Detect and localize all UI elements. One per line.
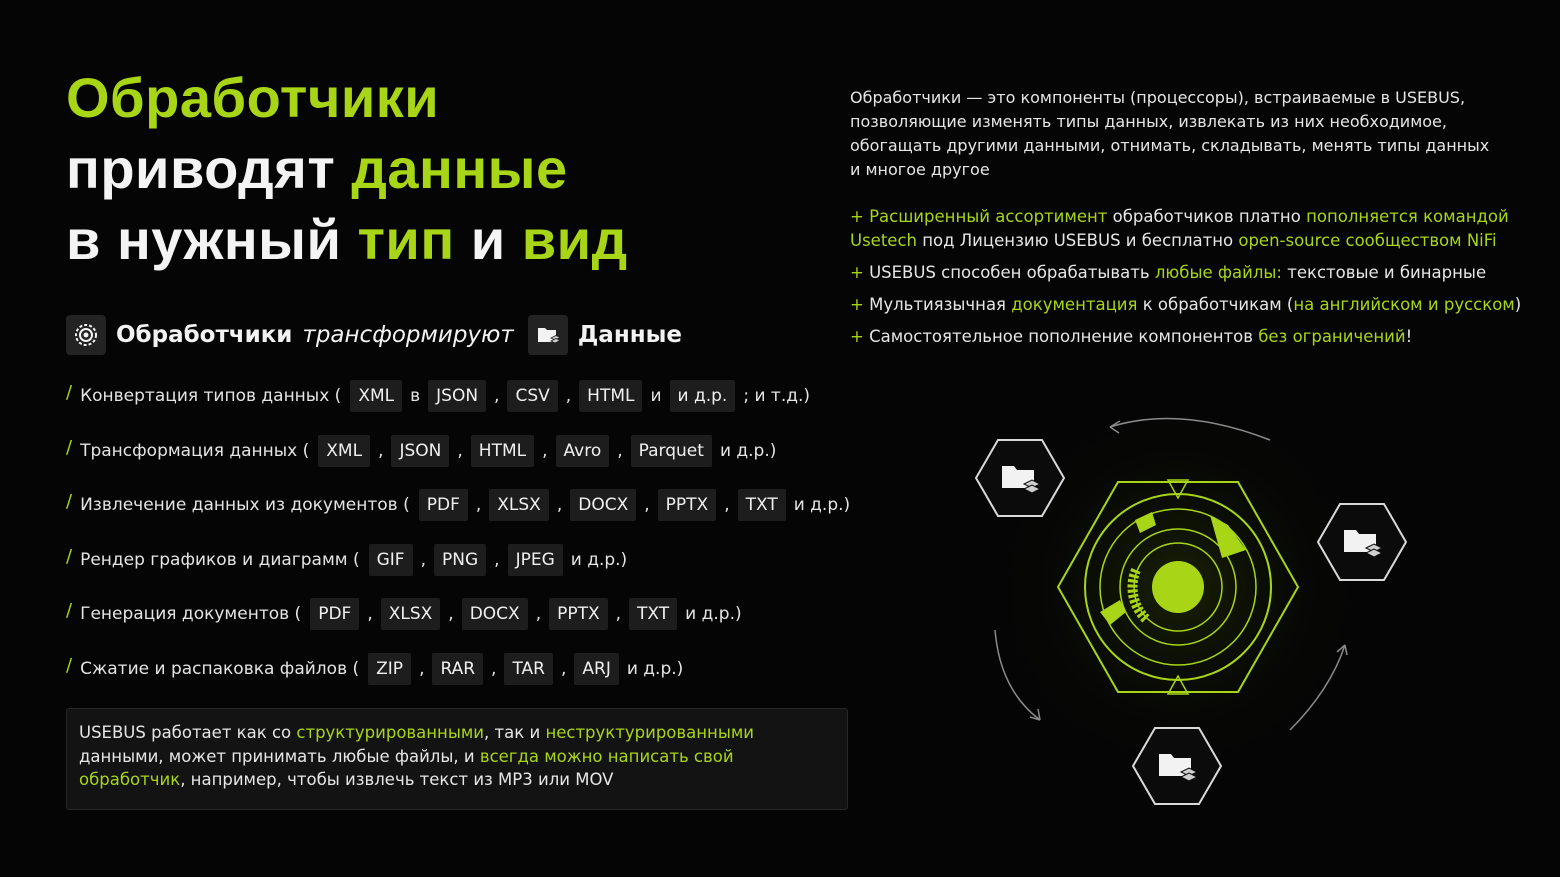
format-chip: HTML bbox=[579, 380, 642, 412]
note-accent: всегда можно написать свой обработчик bbox=[79, 746, 734, 789]
bullet-text: Мультиязычная bbox=[869, 295, 1012, 314]
capability-label: Конвертация типов данных ( bbox=[80, 386, 342, 406]
separator-text: и д.р.) bbox=[685, 604, 742, 624]
bullet-accent: документация bbox=[1011, 295, 1138, 314]
slash-marker: / bbox=[66, 600, 73, 621]
slash-marker: / bbox=[66, 654, 73, 676]
bullet-accent: Расширенный ассортимент bbox=[869, 207, 1108, 226]
slash-marker: / bbox=[66, 491, 73, 512]
separator-text: , bbox=[491, 658, 497, 679]
format-chip: HTML bbox=[471, 435, 534, 467]
bullet-text: обработчиков платно bbox=[1107, 207, 1307, 226]
format-chip: TXT bbox=[738, 489, 786, 521]
bullet-text: под Лицензию USEBUS и бесплатно bbox=[916, 231, 1239, 250]
capability-row bbox=[66, 433, 855, 488]
format-chip: XLSX bbox=[489, 489, 549, 521]
separator-text: и д.р.) bbox=[626, 658, 684, 679]
format-chip: PDF bbox=[419, 489, 468, 521]
format-chip: TXT bbox=[629, 598, 677, 630]
capability-label: Извлечение данных из документов ( bbox=[80, 495, 410, 515]
plus-mark: + bbox=[850, 295, 870, 314]
note-accent: структурированными bbox=[296, 723, 485, 742]
slash-marker: / bbox=[66, 436, 73, 458]
title-text: в нужный bbox=[66, 208, 358, 271]
separator-text: , bbox=[565, 386, 572, 406]
intro-paragraph: Обработчики — это компоненты (процессоры), встраиваемые в USEBUS, позволяющие изменять типы данных, извлекать из них необходимое, обогащать другими данными, отнимать, складывать, менять типы данных и многое другое bbox=[850, 88, 1490, 179]
separator-text: , bbox=[367, 604, 373, 624]
processor-diagram bbox=[960, 400, 1420, 820]
format-chip: Parquet bbox=[631, 435, 712, 467]
format-chip: JPEG bbox=[508, 544, 563, 576]
bullet-text: ) bbox=[1514, 295, 1522, 314]
format-chip: XML bbox=[318, 435, 370, 467]
note-text: данными, может принимать любые файлы, и bbox=[79, 746, 480, 766]
subhead-processors: Обработчики bbox=[116, 322, 293, 348]
separator-text: , bbox=[378, 440, 384, 461]
separator-text: , bbox=[560, 658, 567, 679]
capability-row bbox=[66, 596, 855, 651]
separator-text: , bbox=[419, 658, 425, 679]
bullet-item bbox=[850, 325, 1530, 349]
note-text: , например, чтобы извлечь текст из MP3 или MOV bbox=[180, 770, 614, 789]
title-accent: тип bbox=[357, 208, 455, 271]
format-chip: PPTX bbox=[658, 489, 717, 521]
separator-text: , bbox=[494, 549, 500, 570]
bullet-accent: на английском и русском bbox=[1293, 295, 1515, 314]
separator-text: , bbox=[535, 604, 542, 624]
separator-text: , bbox=[617, 440, 623, 461]
bullet-accent: любые файлы: bbox=[1154, 263, 1282, 282]
capability-row bbox=[66, 378, 855, 433]
bullet-accent: без ограничений bbox=[1258, 327, 1406, 346]
subhead-transform: трансформируют bbox=[302, 322, 514, 348]
separator-text: , bbox=[542, 440, 548, 461]
title-accent: данные bbox=[351, 137, 568, 200]
bullet-item bbox=[850, 261, 1530, 285]
separator-text: и д.р.) bbox=[570, 549, 628, 570]
format-chip: RAR bbox=[432, 653, 483, 685]
format-chip: TAR bbox=[504, 653, 553, 685]
bullet-text: Самостоятельное пополнение компонентов bbox=[869, 327, 1259, 346]
separator-text: и bbox=[650, 386, 662, 406]
title-line-2 bbox=[66, 133, 628, 204]
title-text: и bbox=[454, 208, 522, 271]
note-accent: неструктурированными bbox=[545, 723, 755, 742]
separator-text: и д.р.) bbox=[719, 440, 777, 461]
separator-text: , bbox=[556, 495, 563, 515]
format-chip: GIF bbox=[369, 544, 413, 576]
slash-marker: / bbox=[66, 382, 73, 403]
separator-text: , bbox=[644, 495, 650, 515]
feature-bullets bbox=[850, 205, 1530, 357]
folder-stack-icon bbox=[528, 315, 568, 355]
format-chip: PDF bbox=[310, 598, 359, 630]
separator-text: , bbox=[475, 495, 482, 515]
format-chip: ARJ bbox=[574, 653, 618, 685]
bullet-text: USEBUS способен обрабатывать bbox=[869, 263, 1155, 282]
format-chip: DOCX bbox=[570, 489, 636, 521]
format-chip: Avro bbox=[556, 435, 610, 467]
slash-marker: / bbox=[66, 545, 73, 567]
separator-text: ; и т.д.) bbox=[743, 386, 811, 406]
note-box bbox=[66, 708, 848, 810]
separator-text: в bbox=[410, 386, 421, 406]
subhead-data: Данные bbox=[577, 322, 682, 348]
format-chip: DOCX bbox=[462, 598, 528, 630]
separator-text: , bbox=[420, 549, 426, 570]
capability-list bbox=[66, 378, 855, 705]
format-chip: PNG bbox=[434, 544, 486, 576]
bullet-accent: пополняется командой Usetech bbox=[850, 207, 1509, 250]
separator-text: , bbox=[724, 495, 730, 515]
format-chip: XML bbox=[350, 380, 402, 412]
bullet-text: ! bbox=[1405, 327, 1413, 346]
capability-row bbox=[66, 651, 855, 706]
separator-text: , bbox=[457, 440, 463, 461]
gear-icon bbox=[66, 315, 106, 355]
separator-text: и д.р.) bbox=[793, 495, 851, 515]
format-chip: JSON bbox=[391, 435, 449, 467]
format-chip: XLSX bbox=[381, 598, 441, 630]
format-chip: JSON bbox=[428, 380, 486, 412]
subheading bbox=[66, 315, 682, 355]
capability-row bbox=[66, 542, 855, 597]
capability-label: Сжатие и распаковка файлов ( bbox=[80, 658, 360, 679]
capability-row bbox=[66, 487, 855, 542]
separator-text: , bbox=[615, 604, 622, 624]
capability-label: Трансформация данных ( bbox=[80, 440, 310, 461]
bullet-text: текстовые и бинарные bbox=[1281, 263, 1487, 282]
plus-mark: + bbox=[850, 207, 870, 226]
title-accent: вид bbox=[521, 208, 628, 271]
note-text: , так и bbox=[484, 723, 546, 742]
bullet-item bbox=[850, 205, 1530, 253]
bullet-item bbox=[850, 293, 1530, 317]
note-text: USEBUS работает как со bbox=[79, 723, 297, 742]
title-line-3 bbox=[66, 204, 628, 275]
capability-label: Генерация документов ( bbox=[80, 604, 302, 624]
bullet-text: к обработчикам ( bbox=[1137, 295, 1294, 314]
format-chip: CSV bbox=[507, 380, 557, 412]
format-chip: и д.р. bbox=[670, 380, 736, 412]
format-chip: ZIP bbox=[368, 653, 411, 685]
plus-mark: + bbox=[850, 263, 870, 282]
format-chip: PPTX bbox=[549, 598, 608, 630]
plus-mark: + bbox=[850, 327, 870, 346]
separator-text: , bbox=[448, 604, 454, 624]
capability-label: Рендер графиков и диаграмм ( bbox=[80, 549, 360, 570]
title-line-1: Обработчики bbox=[66, 66, 440, 129]
bullet-accent: open-source сообществом NiFi bbox=[1238, 231, 1497, 250]
title-text: приводят bbox=[66, 137, 352, 200]
separator-text: , bbox=[494, 386, 500, 406]
page-title bbox=[66, 62, 628, 275]
